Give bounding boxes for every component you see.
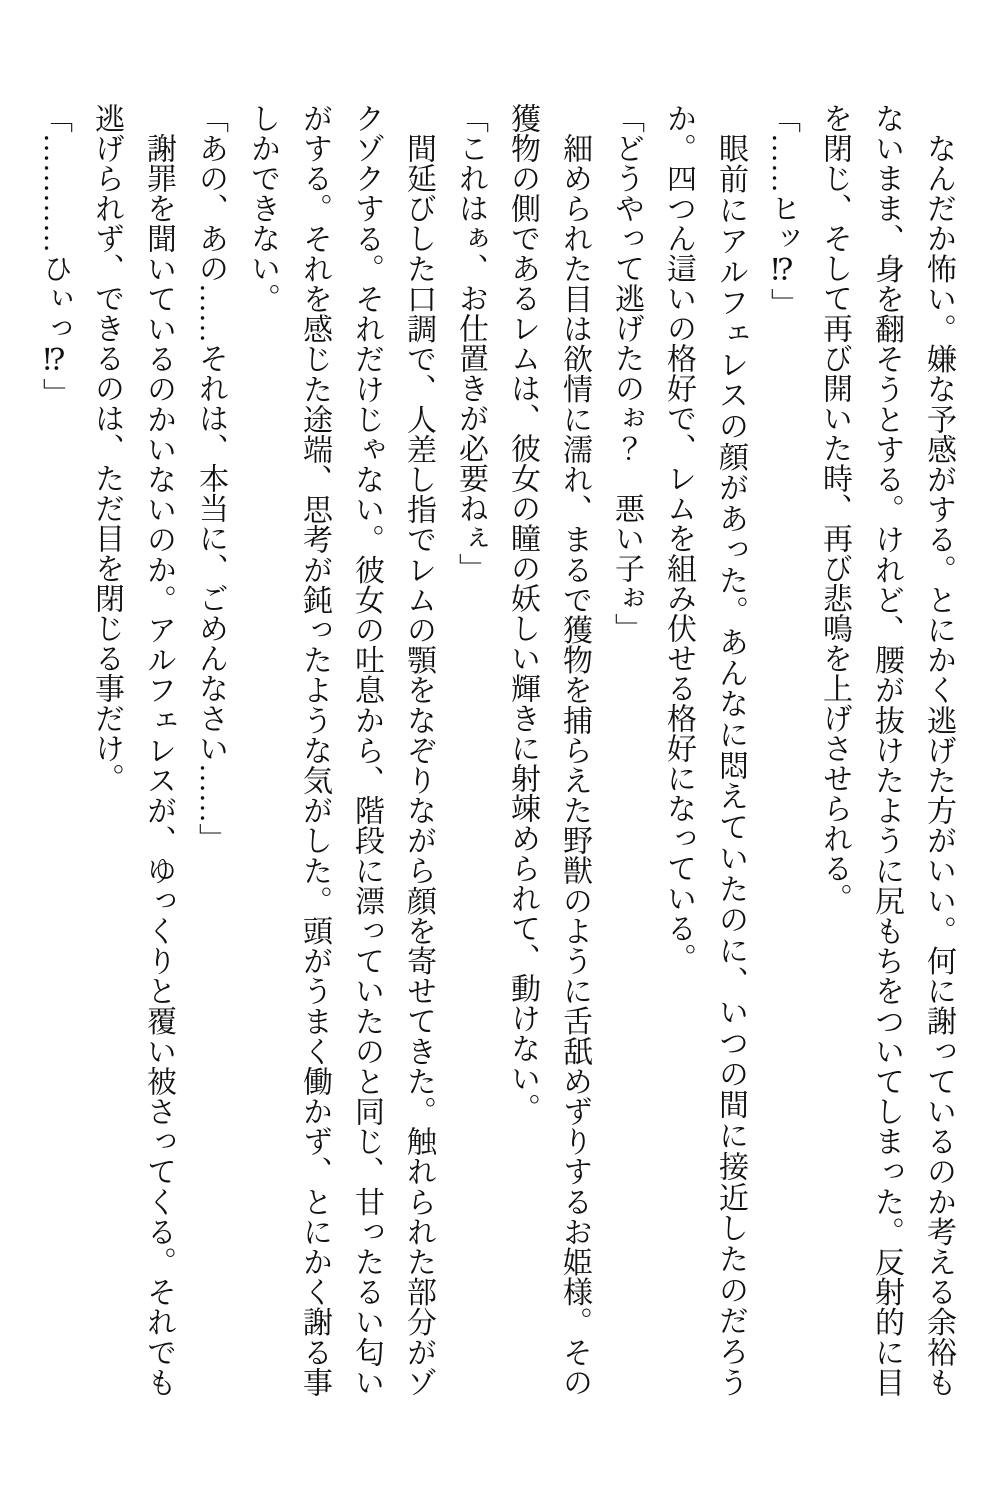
paragraph-6-dialogue: 「これはぁ、お仕置きが必要ねぇ」: [454, 103, 487, 583]
paragraph-9-narrative: 謝罪を聞いているのかいないのか。アルフェレスが、ゆっくりと覆い被さってくる。それでも逃げられず、できるのは、ただ目を閉じる事だけ。: [90, 103, 175, 1397]
paragraph-5-narrative: 細められた目は欲情に濡れ、まるで獲物を捕らえた野獣のように舌舐めずりするお姫様。その獲物の側であるレムは、彼女の瞳の妖しい輝きに射竦められて、動けない。: [506, 103, 591, 1397]
paragraph-4-dialogue: 「どうやって逃げたのぉ？ 悪い子ぉ」: [610, 103, 643, 643]
paragraph-8-dialogue: 「あの、あの……それは、本当に、ごめんなさい……」: [194, 103, 227, 853]
paragraph-3-narrative: 眼前にアルフェレスの顔があった。あんなに悶えていたのに、いつの間に接近したのだろうか。四つん這いの格好で、レムを組み伏せる格好になっている。: [662, 103, 747, 1397]
paragraph-10-dialogue: 「…………ひぃっ⁉」: [38, 103, 71, 408]
paragraph-1-narrative: なんだか怖い。嫌な予感がする。とにかく逃げた方がいい。何に謝っているのか考える余裕もないまま、身を翻そうとする。けれど、腰が抜けたように尻もちをついてしまった。反射的に目を閉じ、そして再び開いた時、再び悲鳴を上げさせられる。: [818, 103, 955, 1397]
paragraph-7-narrative: 間延びした口調で、人差し指でレムの顎をなぞりながら顔を寄せてきた。触れられた部分がゾクゾクする。それだけじゃない。彼女の吐息から、階段に漂っていたのと同じ、甘ったるい匂いがする。それを感じた途端、思考が鈍ったような気がした。頭がうまく働かず、とにかく謝る事しかできない。: [246, 103, 435, 1398]
paragraph-2-dialogue: 「……ヒッ⁉」: [766, 103, 799, 318]
vertical-text-block: [28, 103, 964, 1397]
